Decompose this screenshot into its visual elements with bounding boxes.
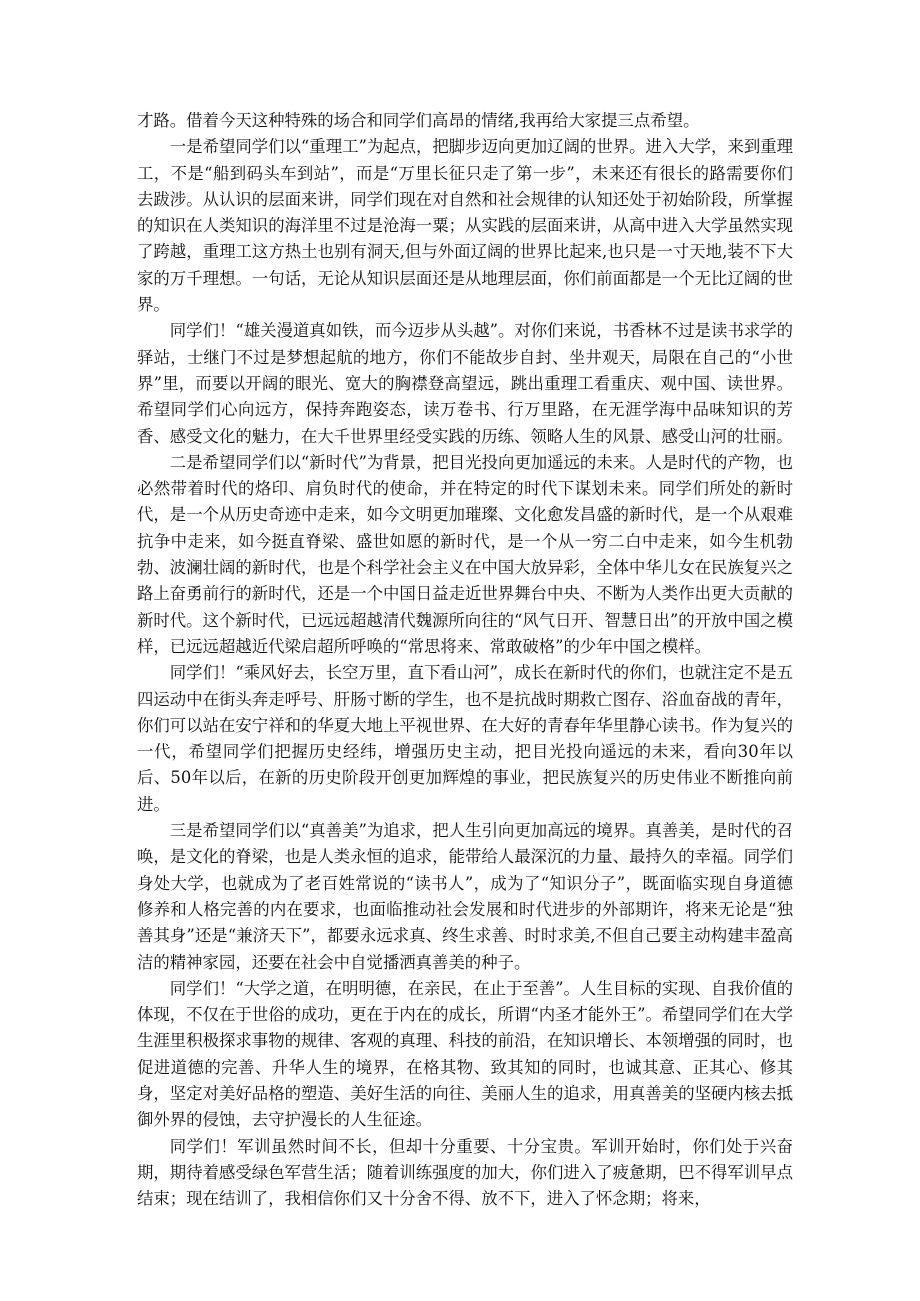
document-page — [137, 108, 793, 1212]
paragraph-hope-three-elaboration: 同学们！“大学之道，在明明德，在亲民，在止于至善”。人生目标的实现、自我价值的体现，不仅在于世俗的成功，更在于内在的成长，所谓“内圣才能外王”。希望同学们在大学生涯里积极探求事物的规律、客观的真理、科技的前沿，在知识增长、本领增强的同时，也促进道德的完善、升华人生的境界，在格其物、致其知的同时，也诚其意、正其心、修其身，坚定对美好品格的塑造、美好生活的向往、美丽人生的追求，用真善美的坚硬内核去抵御外界的侵蚀，去守护漫长的人生征途。 — [137, 978, 794, 1130]
paragraph-hope-two: 二是希望同学们以“新时代”为背景，把目光投向更加遥远的未来。人是时代的产物，也必然带着时代的烙印、肩负时代的使命，并在特定的时代下谋划未来。同学们所处的新时代，是一个从历史奇迹中走来，如今文明更加璀璨、文化愈发昌盛的新时代，是一个从艰难抗争中走来，如今挺直脊梁、盛世如愿的新时代，是一个从一穷二白中走来，如今生机勃勃、波澜壮阔的新时代，也是个科学社会主义在中国大放异彩，全体中华儿女在民族复兴之路上奋勇前行的新时代，还是一个中国日益走近世界舞台中央、不断为人类作出更大贡献的新时代。这个新时代，已远远超越清代魏源所向往的“风气日开、智慧日出”的开放中国之模样，已远远超越近代梁启超所呼唤的“常思将来、常敢破格”的少年中国之模样。 — [137, 452, 794, 656]
paragraph-continuation: 才路。借着今天这种特殊的场合和同学们高昂的情绪,我再给大家提三点希望。 — [137, 111, 700, 130]
paragraph-military-training: 同学们！军训虽然时间不长，但却十分重要、十分宝贵。军训开始时，你们处于兴奋期，期待着感受绿色军营生活；随着训练强度的加大，你们进入了疲惫期，巴不得军训早点结束；现在结训了，我相信你们又十分舍不得、放不下，进入了怀念期；将来， — [137, 1136, 793, 1209]
paragraph-hope-two-elaboration: 同学们！“乘风好去，长空万里，直下看山河”，成长在新时代的你们，也就注定不是五四运动中在街头奔走呼号、肝肠寸断的学生，也不是抗战时期救亡图存、浴血奋战的青年，你们可以站在安宁祥和的华夏大地上平视世界、在大好的青春年华里静心读书。作为复兴的一代，希望同学们把握历史经纬，增强历史主动，把目光投向遥远的未来，看向30年以后、50年以后，在新的历史阶段开创更加辉煌的事业，把民族复兴的历史伟业不断推向前进。 — [137, 663, 794, 814]
paragraph-hope-one: 一是希望同学们以“重理工”为起点，把脚步迈向更加辽阔的世界。进入大学，来到重理工，不是“船到码头车到站”，而是“万里长征只走了第一步”，未来还有很长的路需要你们去跋涉。从认识的层面来讲，同学们现在对自然和社会规律的认知还处于初始阶段，所掌握的知识在人类知识的海洋里不过是沧海一粟；从实践的层面来讲，从高中进入大学虽然实现了跨越，重理工这方热土也别有洞天,但与外面辽阔的世界比起来,也只是一寸天地,装不下大家的万千理想。一句话，无论从知识层面还是从地理层面，你们前面都是一个无比辽阔的世界。 — [137, 137, 794, 315]
paragraph-hope-three: 三是希望同学们以“真善美”为追求，把人生引向更加高远的境界。真善美，是时代的召唤，是文化的脊梁，也是人类永恒的追求，能带给人最深沉的力量、最持久的幸福。同学们身处大学，也就成为了老百姓常说的“读书人”，成为了“知识分子”，既面临实现自身道德修养和人格完善的内在要求，也面临推动社会发展和时代进步的外部期许，将来无论是“独善其身”还是“兼济天下”，都要永远求真、终生求善、时时求美,不但自己要主动构建丰盈高洁的精神家园，还要在社会中自觉播洒真善美的种子。 — [137, 821, 794, 972]
paragraph-hope-one-elaboration: 同学们！“雄关漫道真如铁，而今迈步从头越”。对你们来说，书香林不过是读书求学的驿站，士继门不过是梦想起航的地方，你们不能故步自封、坐井观天，局限在自己的“小世界”里，而要以开阔的眼光、宽大的胸襟登高望远，跳出重理工看重庆、观中国、读世界。希望同学们心向远方，保持奔跑姿态，读万卷书、行万里路，在无涯学海中品味知识的芳香、感受文化的魅力，在大千世界里经受实践的历练、领略人生的风景、感受山河的壮丽。 — [137, 321, 794, 446]
